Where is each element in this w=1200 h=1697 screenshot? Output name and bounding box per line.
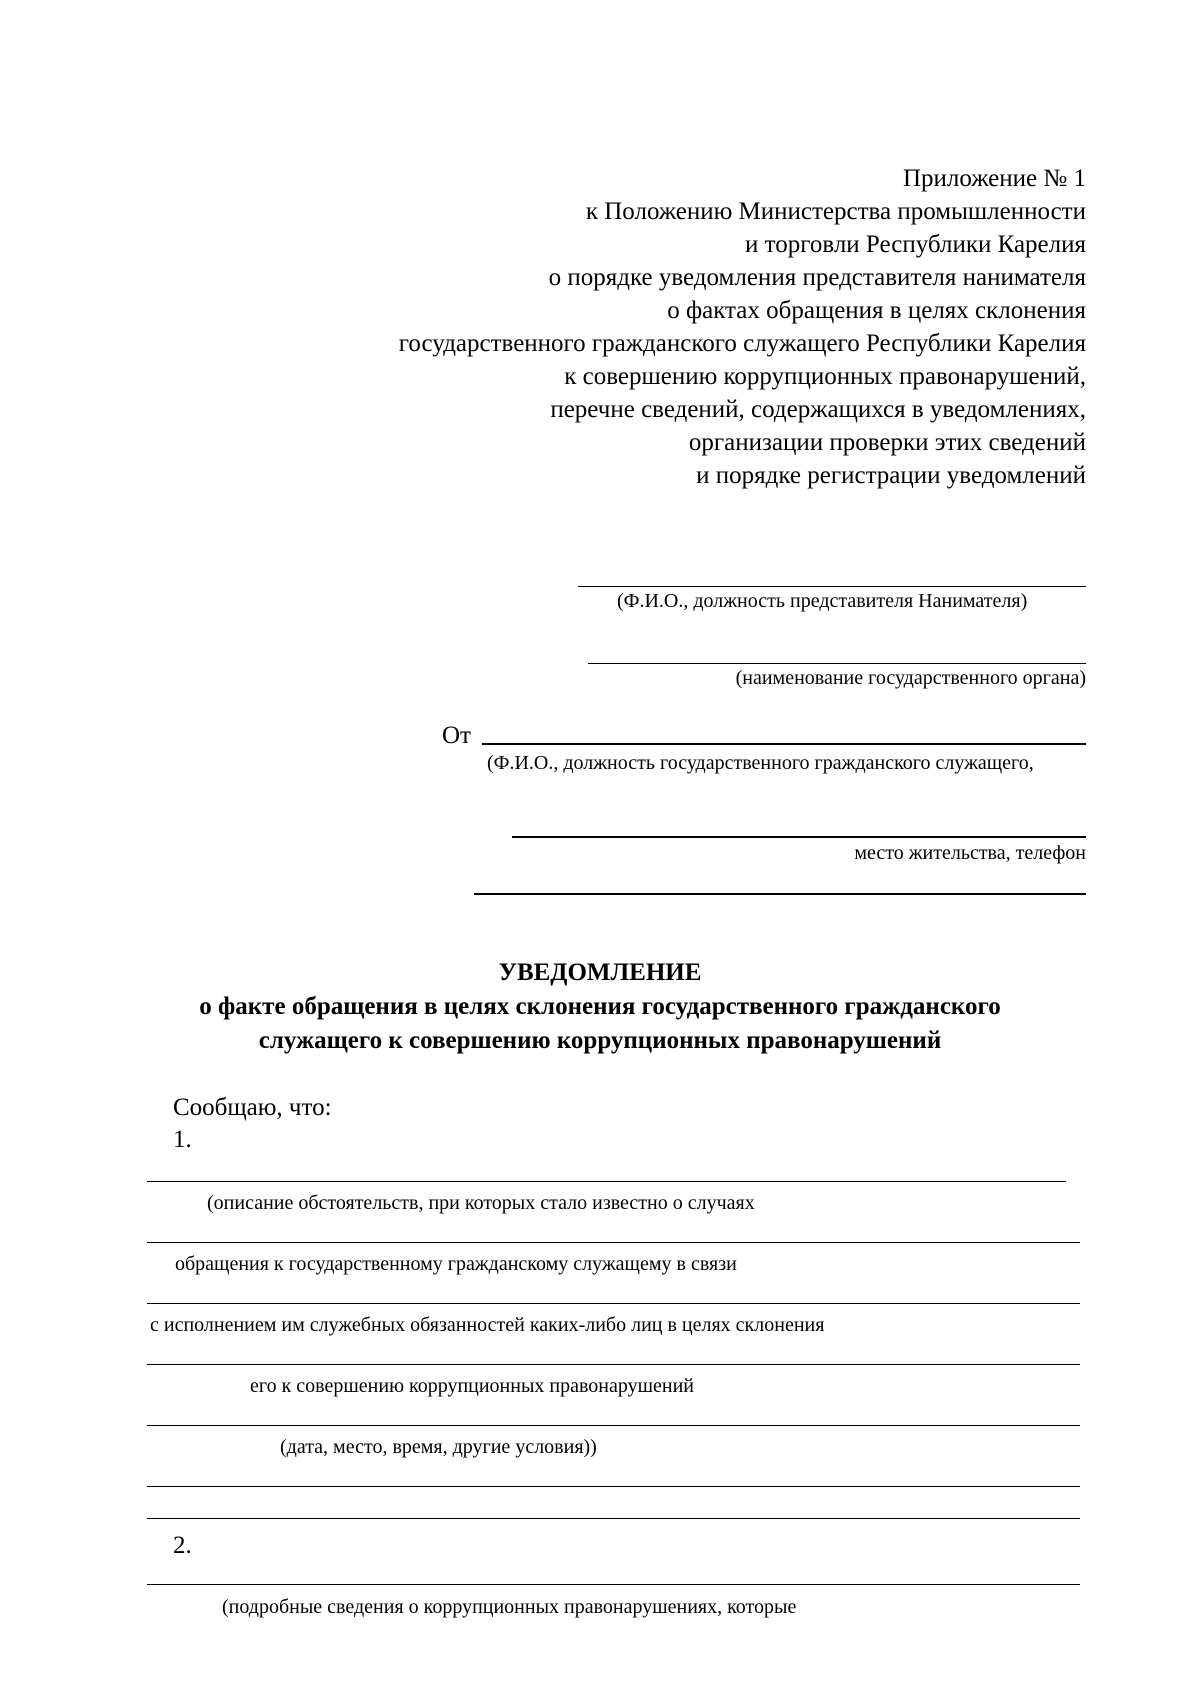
header-line-3: и торговли Республики Карелия: [745, 231, 1086, 258]
document-subtitle-line-1: о факте обращения в целях склонения государственного гражданского: [199, 993, 1001, 1020]
document-subtitle-line-2: служащего к совершению коррупционных правонарушений: [258, 1027, 942, 1054]
organ-caption: (наименование государственного органа): [735, 667, 1086, 689]
item-1-caption-5: (дата, место, время, другие условия)): [280, 1436, 597, 1458]
document-title: УВЕДОМЛЕНИЕ: [498, 959, 702, 986]
item-2-caption: (подробные сведения о коррупционных правонарушениях, которые: [222, 1596, 797, 1618]
employer-line[interactable]: [578, 586, 1086, 587]
from-label: От: [442, 722, 471, 749]
item-1-line-7[interactable]: [147, 1518, 1080, 1519]
header-line-9: организации проверки этих сведений: [688, 429, 1086, 456]
item-2-line-1[interactable]: [147, 1584, 1080, 1585]
item-1-caption-1: (описание обстоятельств, при которых стало известно о случаях: [207, 1192, 755, 1214]
header-line-6: государственного гражданского служащего Республики Карелия: [398, 330, 1086, 357]
from-line[interactable]: [482, 743, 1086, 745]
header-line-10: и порядке регистрации уведомлений: [696, 462, 1086, 489]
item-2-number: 2.: [173, 1532, 192, 1559]
item-1-caption-3: с исполнением им служебных обязанностей каких-либо лиц в целях склонения: [150, 1314, 825, 1336]
from-caption: (Ф.И.О., должность государственного гражданского служащего,: [487, 752, 1034, 774]
item-1-line-3[interactable]: [147, 1303, 1080, 1304]
item-1-number: 1.: [173, 1126, 192, 1153]
item-1-line-4[interactable]: [147, 1364, 1080, 1365]
residence-caption: место жительства, телефон: [854, 842, 1086, 864]
header-line-5: о фактах обращения в целях склонения: [667, 297, 1086, 324]
intro-text: Сообщаю, что:: [173, 1094, 332, 1121]
item-1-line-2[interactable]: [147, 1242, 1080, 1243]
residence-line[interactable]: [512, 836, 1086, 838]
header-line-2: к Положению Министерства промышленности: [585, 198, 1086, 225]
employer-caption: (Ф.И.О., должность представителя Нанимателя): [617, 590, 1028, 612]
item-1-line-6[interactable]: [147, 1486, 1080, 1487]
header-line-8: перечне сведений, содержащихся в уведомлениях,: [550, 396, 1086, 423]
item-1-caption-2: обращения к государственному гражданскому служащему в связи: [175, 1253, 737, 1275]
header-line-1: Приложение № 1: [902, 165, 1086, 192]
item-1-line-1[interactable]: [147, 1181, 1066, 1182]
item-1-line-5[interactable]: [147, 1425, 1080, 1426]
header-line-4: о порядке уведомления представителя нанимателя: [548, 264, 1086, 291]
extra-line[interactable]: [474, 893, 1086, 895]
header-line-7: к совершению коррупционных правонарушений,: [564, 363, 1086, 390]
organ-line[interactable]: [588, 663, 1086, 664]
item-1-caption-4: его к совершению коррупционных правонарушений: [250, 1375, 694, 1397]
